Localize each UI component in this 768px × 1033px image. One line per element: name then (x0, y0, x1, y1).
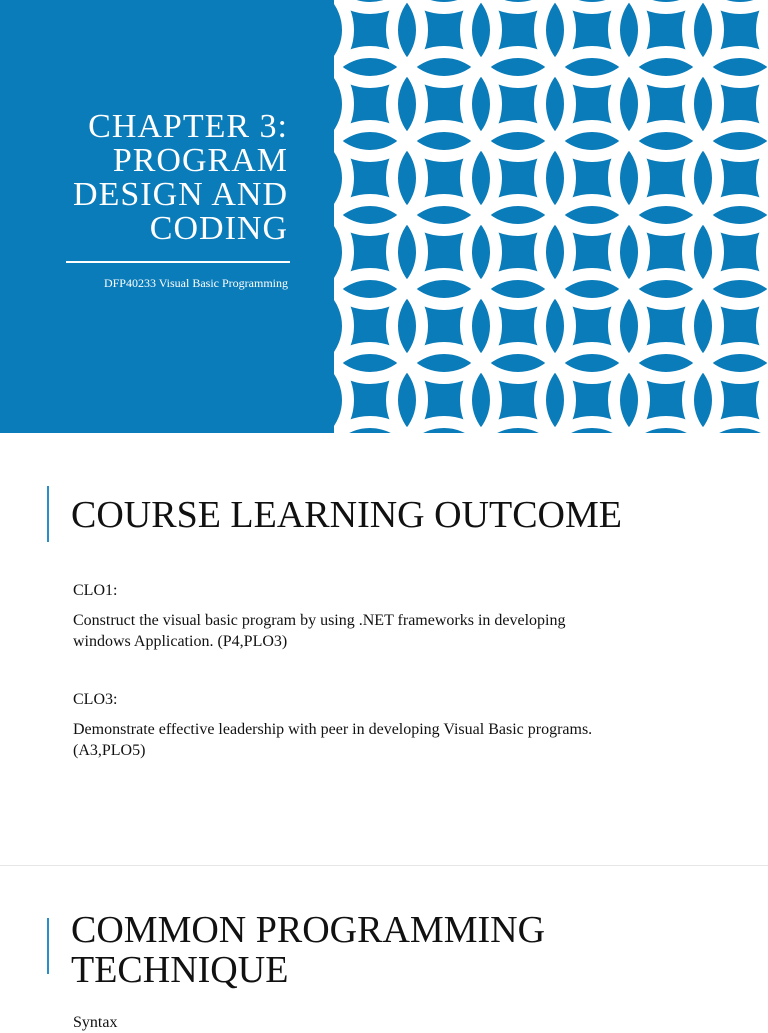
title-line: PROGRAM (112, 142, 288, 179)
slide-title (40, 110, 288, 246)
slide-separator (0, 865, 768, 866)
list-item: Syntax (73, 1014, 118, 1031)
clo-description (73, 719, 673, 761)
section-heading: COURSE LEARNING OUTCOME (71, 494, 622, 536)
section-heading (71, 910, 545, 990)
title-line: CODING (149, 210, 288, 247)
clo-text-line: Demonstrate effective leadership with peer in developing Visual Basic programs. (73, 721, 593, 738)
clo-label: CLO1: (73, 582, 118, 599)
heading-accent-bar (47, 486, 49, 542)
slide-subtitle: DFP40233 Visual Basic Programming (103, 276, 288, 290)
clo-text-line: Construct the visual basic program by using .NET frameworks in developing (73, 612, 566, 629)
interlocking-circles-pattern (334, 0, 768, 433)
heading-accent-bar (47, 918, 49, 974)
title-divider (66, 261, 290, 263)
clo-text-line: windows Application. (P4,PLO3) (73, 633, 288, 650)
title-slide (0, 0, 768, 433)
title-line: CHAPTER 3: (88, 108, 288, 145)
heading-line: TECHNIQUE (71, 949, 289, 991)
clo-label: CLO3: (73, 691, 118, 708)
heading-line: COMMON PROGRAMMING (71, 909, 546, 951)
title-line: DESIGN AND (73, 176, 288, 213)
clo-description (73, 610, 673, 652)
clo-text-line: (A3,PLO5) (73, 742, 146, 759)
